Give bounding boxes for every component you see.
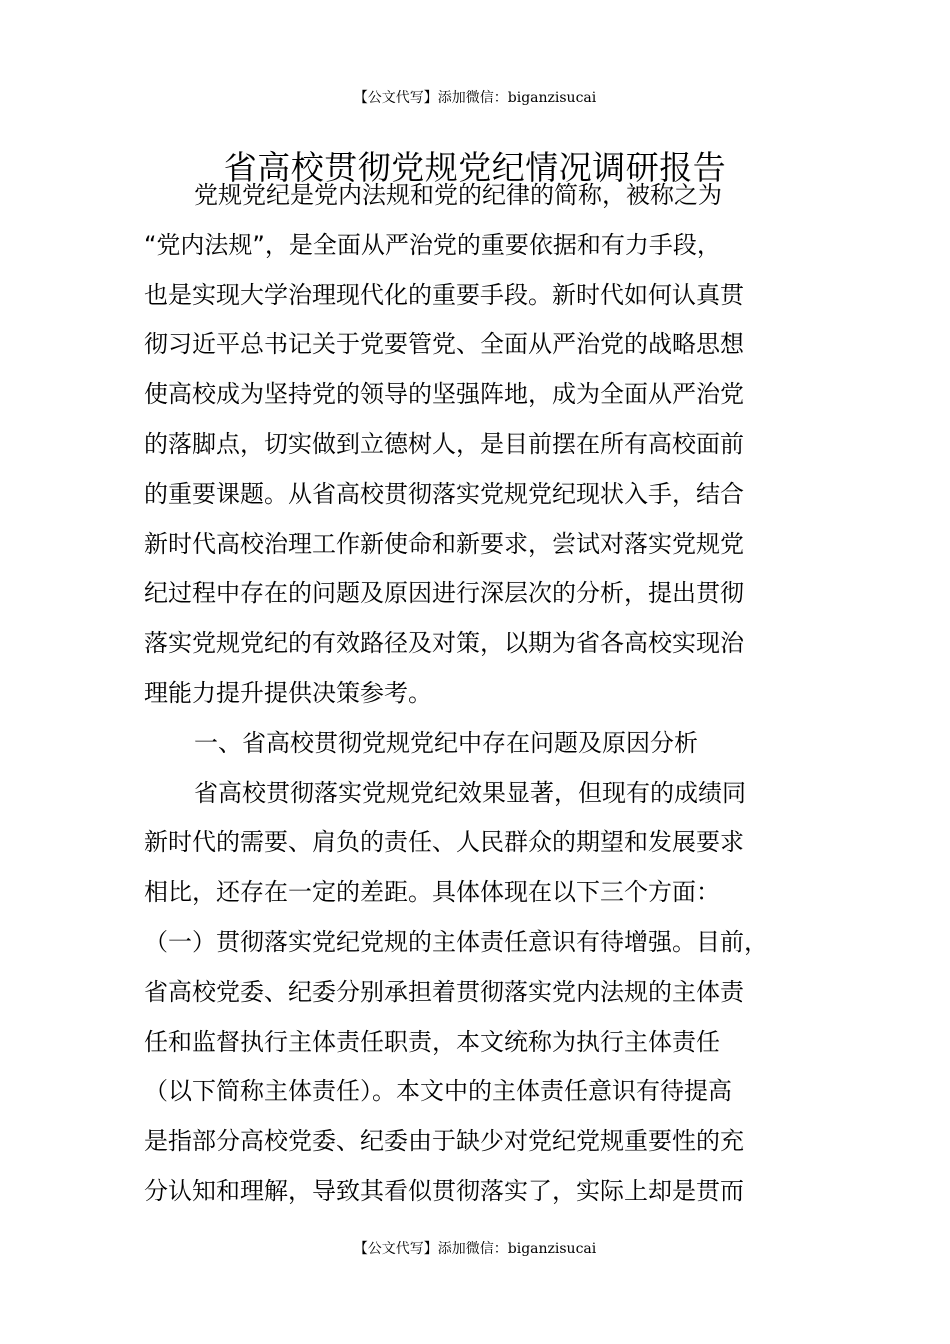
header-note: 【公文代写】添加微信：biganzisucai bbox=[353, 90, 597, 106]
body-line: 任和监督执行主体责任职责，本文统称为执行主体责任 bbox=[144, 1027, 720, 1056]
body-line: 省高校党委、纪委分别承担着贯彻落实党内法规的主体责 bbox=[144, 977, 744, 1006]
body-line: （以下简称主体责任）。本文中的主体责任意识有待提高 bbox=[144, 1077, 732, 1106]
body-line: 的落脚点，切实做到立德树人，是目前摆在所有高校面前 bbox=[144, 429, 744, 458]
body-line: 的重要课题。从省高校贯彻落实党规党纪现状入手，结合 bbox=[144, 479, 744, 508]
body-line: “党内法规”，是全面从严治党的重要依据和有力手段， bbox=[144, 230, 721, 259]
body-line: 是指部分高校党委、纪委由于缺少对党纪党规重要性的充 bbox=[144, 1127, 744, 1156]
body-line: 纪过程中存在的问题及原因进行深层次的分析，提出贯彻 bbox=[144, 579, 744, 608]
document-title: 省高校贯彻党规党纪情况调研报告 bbox=[223, 148, 727, 188]
body-line: 彻习近平总书记关于党要管党、全面从严治党的战略思想 bbox=[144, 330, 744, 359]
body-line: 使高校成为坚持党的领导的坚强阵地，成为全面从严治党 bbox=[144, 380, 744, 409]
body-line: 也是实现大学治理现代化的重要手段。新时代如何认真贯 bbox=[144, 280, 744, 309]
body-line: 分认知和理解，导致其看似贯彻落实了，实际上却是贯而 bbox=[144, 1176, 744, 1205]
body-line: 理能力提升提供决策参考。 bbox=[144, 678, 432, 707]
body-line: 落实党规党纪的有效路径及对策，以期为省各高校实现治 bbox=[144, 629, 744, 658]
body-line: 新时代高校治理工作新使命和新要求，尝试对落实党规党 bbox=[144, 529, 744, 558]
body-line: 一、省高校贯彻党规党纪中存在问题及原因分析 bbox=[194, 728, 698, 757]
document-body bbox=[144, 171, 832, 1217]
body-line: 新时代的需要、肩负的责任、人民群众的期望和发展要求 bbox=[144, 828, 744, 857]
body-line: 省高校贯彻落实党规党纪效果显著，但现有的成绩同 bbox=[194, 778, 746, 807]
body-line: 党规党纪是党内法规和党的纪律的简称，被称之为 bbox=[194, 181, 722, 209]
body-line: 相比，还存在一定的差距。具体体现在以下三个方面： bbox=[144, 878, 720, 907]
footer-note: 【公文代写】添加微信：biganzisucai bbox=[353, 1241, 597, 1257]
body-line: （一）贯彻落实党纪党规的主体责任意识有待增强。目前， bbox=[144, 927, 768, 956]
